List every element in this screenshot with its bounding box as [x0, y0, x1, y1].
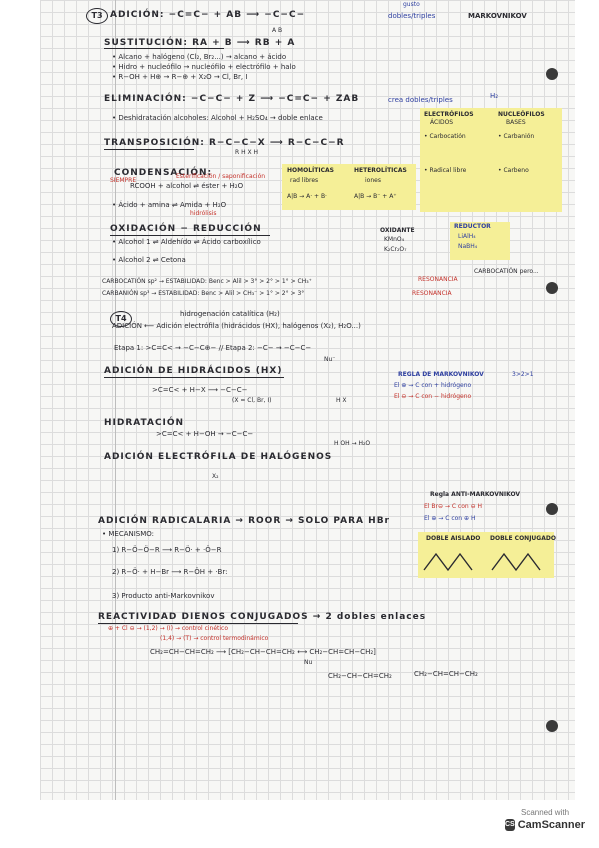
- binder-hole: [546, 68, 558, 80]
- anti-markovnikov-title: Regla ANTI-MARKOVNIKOV: [430, 491, 521, 498]
- redox-line-1: • Alcohol 1 ⇌ Aldehído ⇌ Ácido carboxílico: [112, 238, 261, 246]
- hidratacion-heading: HIDRATACIÓN: [104, 418, 185, 428]
- oxidante-label: OXIDANTE: [380, 227, 415, 234]
- radical-step-3: 3) Producto anti-Markovnikov: [112, 592, 215, 600]
- electrofilos-label: ELECTRÓFILOS: [424, 111, 474, 118]
- resonancia-label-2: RESONANCIA: [412, 290, 452, 297]
- bases-label: BASES: [506, 119, 526, 126]
- sustitucion-line-1: • Alcano + halógeno (Cl₂, Br₂...) → alcano + ácido: [112, 53, 287, 61]
- binder-hole: [546, 282, 558, 294]
- markovnikov-order: 3>2>1: [512, 371, 534, 378]
- scanned-with-label: Scanned with: [520, 808, 570, 817]
- dienos-equation: CH₂=CH−CH=CH₂ ⟶ [CH₂−CH−CH=CH₂ ⟷ CH₂−CH=CH−CH₂]: [150, 648, 376, 656]
- condensacion-line-2: • Ácido + amina ⇌ Amida + H₂O: [112, 201, 227, 209]
- eliminacion-line-1: • Deshidratación alcoholes: Alcohol + H₂SO₄ → doble enlace: [112, 114, 323, 122]
- k2cr2o7-label: K₂Cr₂O₇: [384, 246, 407, 253]
- radicalaria-heading: ADICIÓN RADICALARIA → ROOR → SOLO PARA HBr: [98, 516, 390, 526]
- hidracidos-equation: >C=C< + H−X ⟶ −C−C−: [152, 386, 248, 394]
- iones-label: iones: [365, 177, 381, 184]
- anti-markovnikov-rule-2: El ⊕ → C con ⊕ H: [424, 515, 476, 522]
- carbocation-note: CARBOCATIÓN pero...: [474, 268, 539, 275]
- hydrogenation-note: hidrogenación catalítica (H₂): [180, 310, 280, 318]
- hidratacion-equation: >C=C< + H−OH → −C−C−: [156, 430, 254, 438]
- markovnikov-rule-2: El ⊖ → C con − hidrógeno: [394, 393, 472, 400]
- condensacion-line-1: RCOOH + alcohol ⇌ éster + H₂O: [130, 182, 244, 190]
- notebook-page: [40, 0, 575, 800]
- homolytic-reaction: A|B → A· + B·: [287, 193, 327, 200]
- markovnikov-rule-1: El ⊕ → C con + hidrógeno: [394, 382, 472, 389]
- etapas-line: Etapa 1: >C=C< → −C−C⊕− // Etapa 2: −C− → −C−C−: [114, 344, 312, 352]
- eliminacion-note: crea dobles/triples: [388, 96, 453, 104]
- underline: [98, 623, 298, 624]
- adicion-electrofila-line: ADICIÓN ⟵ Adición electrófila (hidrácidos (HX), halógenos (X₂), H₂O...): [112, 322, 361, 330]
- eliminacion-heading: ELIMINACIÓN: −C−C− + Z ⟶ −C=C− + ZAB: [104, 94, 360, 104]
- dienos-product-1: CH₂−CH−CH=CH₂: [328, 672, 392, 680]
- hidrolisis-note: hidrólisis: [190, 210, 217, 217]
- nabh4-label: NaBH₄: [458, 243, 478, 250]
- dienos-product-2: CH₂−CH=CH−CH₂: [414, 670, 478, 678]
- underline: [104, 377, 284, 378]
- carbanion-stability: CARBANIÓN sp³ → ESTABILIDAD: Benc > Alil > CH₃⁻ > 1° > 2° > 3°: [102, 290, 305, 297]
- rad-libres-label: rad libres: [290, 177, 319, 184]
- anti-markovnikov-rule-1: El Br⊖ → C con ⊖ H: [424, 503, 483, 510]
- adicion-heading: ADICIÓN: −C=C− + AB ⟶ −C−C−: [110, 10, 306, 20]
- underline: [104, 149, 194, 150]
- carbocation-item: • Carbocatión: [424, 133, 466, 140]
- carbocation-stability: CARBOCATIÓN sp² → ESTABILIDAD: Benc > Alil > 3° > 2° > 1° > CH₃⁺: [102, 278, 312, 285]
- lialh4-label: LiAlH₄: [458, 233, 476, 240]
- mecanismo-label: • MECANISMO:: [102, 530, 155, 538]
- transposicion-heading: TRANSPOSICIÓN: R−C−C−X ⟶ R−C−C−R: [104, 138, 345, 148]
- markovnikov-label: MARKOVNIKOV: [468, 12, 527, 20]
- gusto-note: gusto: [403, 1, 420, 8]
- hidracidos-x-note: (X = Cl, Br, I): [232, 397, 272, 404]
- adicion-ab: A B: [272, 27, 283, 34]
- camscanner-logo-icon: CS: [505, 819, 515, 831]
- sustitucion-line-3: • R−OH + H⊕ → R−⊕ + X₂O → Cl, Br, I: [112, 73, 248, 81]
- hidracidos-hx: H X: [336, 397, 347, 404]
- dienos-heading: REACTIVIDAD DIENOS CONJUGADOS → 2 dobles enlaces: [98, 612, 427, 622]
- h2-note: H₂: [490, 92, 499, 100]
- diene-sketch: [422, 546, 550, 574]
- x2-label: X₂: [212, 473, 219, 480]
- redox-heading: OXIDACIÓN − REDUCCIÓN: [110, 224, 262, 234]
- dienos-line-2: (1,4) → (T) → control termodinámico: [160, 635, 269, 642]
- transposicion-sub: R H X H: [235, 149, 259, 156]
- doble-conjugado-label: DOBLE CONJUGADO: [490, 535, 556, 542]
- heterolytic-reaction: A|B → B⁻ + A⁺: [354, 193, 397, 200]
- sustitucion-line-2: • Hidro + nucleófilo → nucleófilo + electrófilo + halo: [112, 63, 296, 71]
- binder-hole: [546, 503, 558, 515]
- dienos-line-1: ⊕ + Cl ⊖ → (1,2) → (I) → control cinético: [108, 625, 229, 632]
- homoliticas-label: HOMOLÍTICAS: [287, 167, 334, 174]
- radical-step-1: 1) R−Ö−Ö−R ⟶ R−Ö· + ·Ö−R: [112, 546, 222, 554]
- dobles-triples-note: dobles/triples: [388, 12, 436, 20]
- camscanner-name: CamScanner: [517, 819, 585, 831]
- siempre-note: SIEMPRE: [110, 177, 137, 184]
- underline: [104, 48, 224, 49]
- doble-aislado-label: DOBLE AISLADO: [426, 535, 481, 542]
- underline: [110, 235, 270, 236]
- section-marker-t4: T4: [110, 311, 132, 327]
- nucleofilos-label: NUCLEÓFILOS: [498, 111, 545, 118]
- markovnikov-rule-title: REGLA DE MARKOVNIKOV: [398, 371, 484, 378]
- radical-item: • Radical libre: [424, 167, 467, 174]
- hidratacion-sub: H OH → H₂O: [334, 440, 371, 447]
- redox-line-2: • Alcohol 2 ⇌ Cetona: [112, 256, 186, 264]
- resonancia-label-1: RESONANCIA: [418, 276, 458, 283]
- nucleophile-label: Nu⁻: [324, 356, 336, 363]
- kmno4-label: KMnO₄: [384, 236, 405, 243]
- carbanion-item: • Carbanión: [498, 133, 535, 140]
- carbene-item: • Carbeno: [498, 167, 529, 174]
- heteroliticas-label: HETEROLÍTICAS: [354, 167, 407, 174]
- esterificacion-note: Esterificación / saponificación: [176, 173, 266, 180]
- binder-hole: [546, 720, 558, 732]
- acidos-label: ÁCIDOS: [430, 119, 454, 126]
- camscanner-badge: [505, 808, 585, 836]
- reductor-label: REDUCTOR: [454, 223, 491, 230]
- hidracidos-heading: ADICIÓN DE HIDRÁCIDOS (HX): [104, 366, 283, 376]
- sustitucion-heading: SUSTITUCIÓN: RA + B ⟶ RB + A: [104, 38, 296, 48]
- halogenos-heading: ADICIÓN ELECTRÓFILA DE HALÓGENOS: [104, 452, 333, 462]
- radical-step-2: 2) R−Ö· + H−Br ⟶ R−ÖH + ·Br:: [112, 568, 228, 576]
- section-marker-t3: T3: [86, 8, 108, 24]
- dienos-nu: Nu: [304, 659, 313, 666]
- condensacion-heading: CONDENSACIÓN:: [114, 168, 213, 178]
